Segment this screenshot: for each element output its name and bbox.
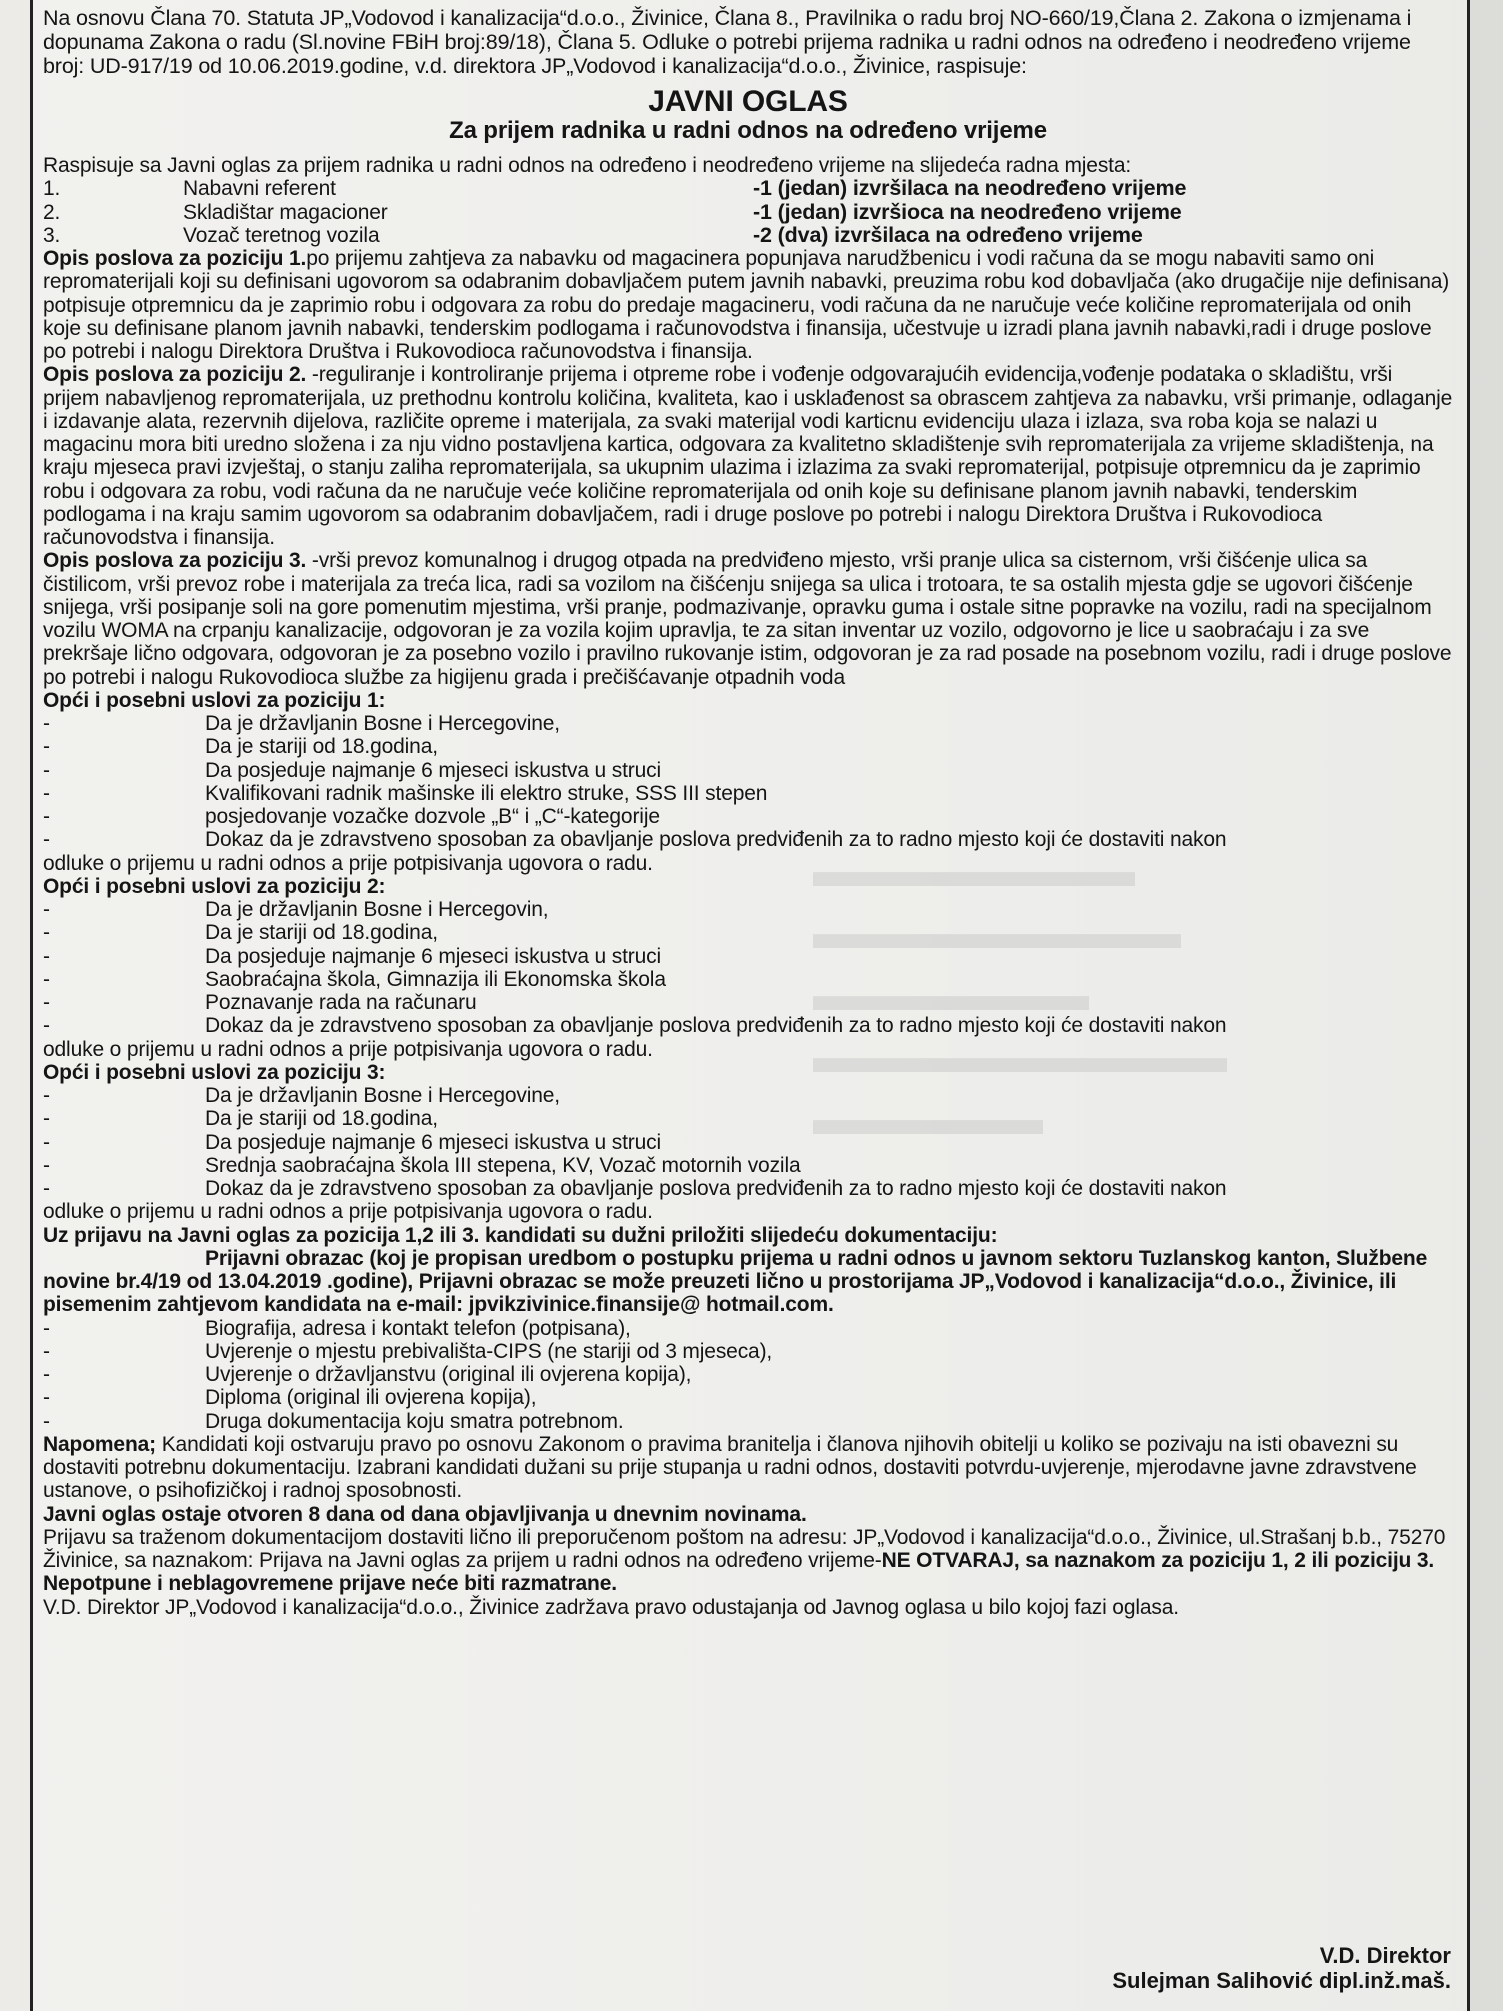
condition-item: - Da je državljanin Bosne i Hercegovine,	[43, 712, 560, 735]
condition-item: - Dokaz da je zdravstveno sposoban za obavljanje poslova predviđenih za to radno mjesto koji će dostaviti nakon	[43, 1014, 1227, 1038]
documents-section	[43, 1224, 1453, 1433]
condition-item: - Saobraćajna škola, Gimnazija ili Ekonomska škola	[43, 967, 666, 991]
position-quantity: -1 (jedan) izvršioca na neodređeno vrijeme	[753, 199, 1182, 224]
duties-label: Opis poslova za poziciju 1.	[43, 247, 307, 270]
position-row	[43, 224, 1453, 247]
document-item: - Biografija, adresa i kontakt telefon (potpisana),	[43, 1316, 631, 1340]
open-period: Javni oglas ostaje otvoren 8 dana od dana objavljivanja u dnevnim novinama.	[43, 1502, 807, 1526]
position-row	[43, 201, 1453, 224]
announcement-subtitle: Za prijem radnika u radni odnos na određeno vrijeme	[449, 117, 1047, 144]
conditions-heading: Opći i posebni uslovi za poziciju 1:	[43, 688, 386, 712]
signature-title: V.D. Direktor	[1319, 1943, 1451, 1968]
document-item: - Druga dokumentacija koju smatra potrebnom.	[43, 1409, 624, 1433]
position-name: Skladištar magacioner	[183, 200, 388, 224]
conditions-position-3	[43, 1061, 1453, 1224]
condition-item: - Da posjeduje najmanje 6 mjeseci iskustva u struci	[43, 758, 662, 782]
position-quantity: -2 (dva) izvršilaca na određeno vrijeme	[753, 222, 1143, 247]
position-number: 2.	[43, 200, 61, 224]
documents-first: Prijavni obrazac (koj je propisan uredbom o postupku prijema u radni odnos u javnom sektoru Tuzlanskog kanton, Službene novine br.4/19 od 13.04.2019 .godine), Prijavni obrazac se može preuzeti lično u prostorijama JP„Vodovod i kanalizacija“d.o.o., Živinice, ili pisemenim zahtjevom kandidata na e-mail: jpvikzivinice.finansije@ hotmail.com.	[43, 1246, 1428, 1317]
duties-text: -vrši prevoz komunalnog i drugog otpada na predviđeno mjesto, vrši pranje ulica sa cisternom, vrši čišćenje ulica sa čistilicom, vrši prevoz robe i materijala za treća lica, radi sa vozilom na čišćenju snijega sa ulica i trotoara, te sa ostalih mjesta gdje se ugovori čišćenje snijega, vrši posipanje soli na gore pomenutim mjestima, vrši pranje, podmazivanje, opravku guma i ostale sitne popravke na vozilu, radi na specijalnom vozilu WOMA na crpanju kanalizacije, odgovoran je za vozila kojim upravlja, te za sitan inventar uz vozilo, odgovorno je lice u saobraćaju i za sve prekršaje lično odgovara, odgovoran je za posebno vozilo i pravilno rukovanje istim, odgovoran je za rad posade na posebnom vozilu, radi i druge poslove po potrebi i nalogu Rukovodioca službe za higijenu grada i prečišćavanje otpadnih voda	[43, 549, 1452, 689]
document-item: - Diploma (original ili ovjerena kopija),	[43, 1386, 537, 1410]
reservation-paragraph: V.D. Direktor JP„Vodovod i kanalizacija“d.o.o., Živinice zadržava pravo odustajanja od Javnog oglasa u bilo kojoj fazi oglasa.	[43, 1595, 1179, 1619]
condition-item: - Da je stariji od 18.godina,	[43, 735, 438, 759]
conditions-heading: Opći i posebni uslovi za poziciju 3:	[43, 1060, 386, 1084]
condition-tail: odluke o prijemu u radni odnos a prije potpisivanja ugovora o radu.	[43, 851, 653, 875]
position-name: Vozač teretnog vozila	[183, 223, 380, 247]
note-label: Napomena;	[43, 1432, 157, 1456]
condition-item: - Da je državljanin Bosne i Hercegovin,	[43, 898, 549, 921]
duties-position-2	[43, 363, 1453, 549]
announcement-frame	[30, 0, 1470, 2011]
position-number: 3.	[43, 223, 61, 247]
condition-item: - Da je stariji od 18.godina,	[43, 921, 438, 945]
documents-heading: Uz prijavu na Javni oglas za pozicija 1,2 ili 3. kandidati su dužni priložiti slijedeću dokumentaciju:	[43, 1223, 998, 1247]
condition-item: - Kvalifikovani radnik mašinske ili elektro struke, SSS III stepen	[43, 781, 768, 805]
conditions-heading: Opći i posebni uslovi za poziciju 2:	[43, 874, 386, 898]
signature-name: Sulejman Salihović dipl.inž.maš.	[1112, 1968, 1451, 1993]
condition-item: - Da posjeduje najmanje 6 mjeseci iskustva u struci	[43, 944, 662, 968]
note-text: Kandidati koji ostvaruju pravo po osnovu Zakonom o pravima branitelja i članova njihovih obitelji u koliko se pozivaju na isti obavezni su dostaviti potrebnu dokumentaciju. Izabrani kandidati dužani su prije stupanja u radni odnos, dostaviti potvrdu-uvjerenje, mjerodavne javne zdravstvene ustanove, o psihofizičkoj i radnoj sposobnosti.	[43, 1432, 1417, 1503]
position-row	[43, 177, 1453, 200]
condition-item: - Dokaz da je zdravstveno sposoban za obavljanje poslova predviđenih za to radno mjesto koji će dostaviti nakon	[43, 828, 1227, 852]
announcement-document	[43, 0, 1453, 2011]
duties-label: Opis poslova za poziciju 2.	[43, 363, 307, 387]
positions-intro: Raspisuje sa Javni oglas za prijem radnika u radni odnos na određeno i neodređeno vrijeme na slijedeća radna mjesta:	[43, 154, 1132, 177]
intro-paragraph: Na osnovu Člana 70. Statuta JP„Vodovod i kanalizacija“d.o.o., Živinice, Člana 8., Pravilnika o radu broj NO-660/19,Člana 2. Zakona o izmjenama i dopunama Zakona o radu (Sl.novine FBiH broj:89/18), Člana 5. Odluke o potrebi prijema radnika u radni odnos na određeno i neodređeno vrijeme broj: UD-917/19 od 10.06.2019.godine, v.d. direktora JP„Vodovod i kanalizacija“d.o.o., Živinice, raspisuje:	[43, 6, 1412, 78]
duties-text: -reguliranje i kontroliranje prijema i otpreme robe i vođenje odgovarajućih evidencija,vođenje podataka o skladištu, vrši prijem nabavljenog repromaterijala, uz prethodnu kontrolu količina, kvaliteta, kao i usklađenost sa obrascem zahtjeva za nabavku, vrši primanje, odlaganje i izdavanje alata, rezervnih dijelova, različite opreme i materijala, za svaki materijal vodi karticnu evidenciju ulaza i izlaza, sva roba koja se nalazi u magacinu mora biti uredno složena i za nju vidno postavljena kartica, odgovara za kvalitetno skladištenje svih repromaterijala za vrijeme skladištenja, na kraju mjeseca pravi izvještaj, o stanju zaliha repromaterijala, sa ukupnim ulazima i izlazima za svaki repromaterijal, potpisuje otpremnicu da je zaprimio robu i odgovara za robu, vodi računa da ne naručuje veće količine repromaterijala od onih koje su definisane planom javnih nabavki, tenderskim podlogama i na kraju samim ugovorom sa odabranim dobavljačem, radi i druge poslove po potrebi i nalogu Direktora Društva i Rukovodioca računovodstva i finansija.	[43, 363, 1453, 549]
duties-text: po prijemu zahtjeva za nabavku od magacinera popunjava narudžbenicu i vodi računa da se mogu nabaviti samo oni repromaterijali koji su definisani ugovorom sa odabranim dobavljačem putem javnih nabavki, preuzima robu kod dobavljača (ako drugačije nije definisana) potpisuje otpremnicu da je zaprimio robu i odgovara za robu do predaje magacineru, vodi računa da ne naručuje veće količine repromaterijala od onih koje su definisane planom javnih nabavki, tenderskim podlogama i računovodstva i finansija, učestvuje u izradi plana javnih nabavki,radi i druge poslove po potrebi i nalogu Direktora Društva i Rukovodioca računovodstva i finansija.	[43, 247, 1450, 363]
condition-item: - posjedovanje vozačke dozvole „B“ i „C“-kategorije	[43, 805, 660, 828]
conditions-position-2	[43, 875, 1453, 1061]
submission-paragraph: Prijavu sa traženom dokumentacijom dostaviti lično ili preporučenom poštom na adresu: JP„Vodovod i kanalizacija“d.o.o., Živinice, ul.Strašanj b.b., 75270 Živinice, sa naznakom: Prijava na Javni oglas za prijem u radni odnos na određeno vrijeme-NE OTVARAJ, sa naznakom za poziciju 1, 2 ili poziciju 3. Nepotpune i neblagovremene prijave neće biti razmatrane.	[43, 1525, 1446, 1596]
position-name: Nabavni referent	[183, 177, 336, 201]
signature-block	[1112, 1943, 1451, 1993]
positions-list	[43, 154, 1453, 247]
position-number: 1.	[43, 177, 61, 201]
note-paragraph	[43, 1433, 1453, 1503]
position-quantity: -1 (jedan) izvršilaca na neodređeno vrijeme	[753, 176, 1187, 201]
duties-label: Opis poslova za poziciju 3.	[43, 549, 307, 573]
condition-tail: odluke o prijemu u radni odnos a prije potpisivanja ugovora o radu.	[43, 1037, 653, 1061]
condition-tail: odluke o prijemu u radni odnos a prije potpisivanja ugovora o radu.	[43, 1200, 653, 1224]
conditions-position-1	[43, 689, 1453, 875]
announcement-title: JAVNI OGLAS	[648, 85, 848, 118]
duties-position-1	[43, 247, 1453, 363]
condition-item: - Dokaz da je zdravstveno sposoban za obavljanje poslova predviđenih za to radno mjesto koji će dostaviti nakon	[43, 1177, 1227, 1200]
condition-item: - Srednja saobraćajna škola III stepena, KV, Vozač motornih vozila	[43, 1153, 801, 1177]
condition-item: - Da je državljanin Bosne i Hercegovine,	[43, 1084, 560, 1107]
duties-position-3	[43, 549, 1453, 689]
bleed-through-text: ▬▬▬▬▬▬▬ ▬▬▬▬▬▬▬▬ ▬▬▬▬▬▬ ▬▬▬▬▬▬▬▬▬ ▬▬▬▬▬	[813, 845, 1227, 1144]
document-item: - Uvjerenje o mjestu prebivališta-CIPS (ne stariji od 3 mjeseca),	[43, 1339, 773, 1363]
condition-item: - Da posjeduje najmanje 6 mjeseci iskustva u struci	[43, 1130, 662, 1154]
document-item: - Uvjerenje o državljanstvu (original ili ovjerena kopija),	[43, 1363, 692, 1386]
condition-item: - Da je stariji od 18.godina,	[43, 1107, 438, 1131]
condition-item: - Poznavanje rada na računaru	[43, 991, 477, 1014]
